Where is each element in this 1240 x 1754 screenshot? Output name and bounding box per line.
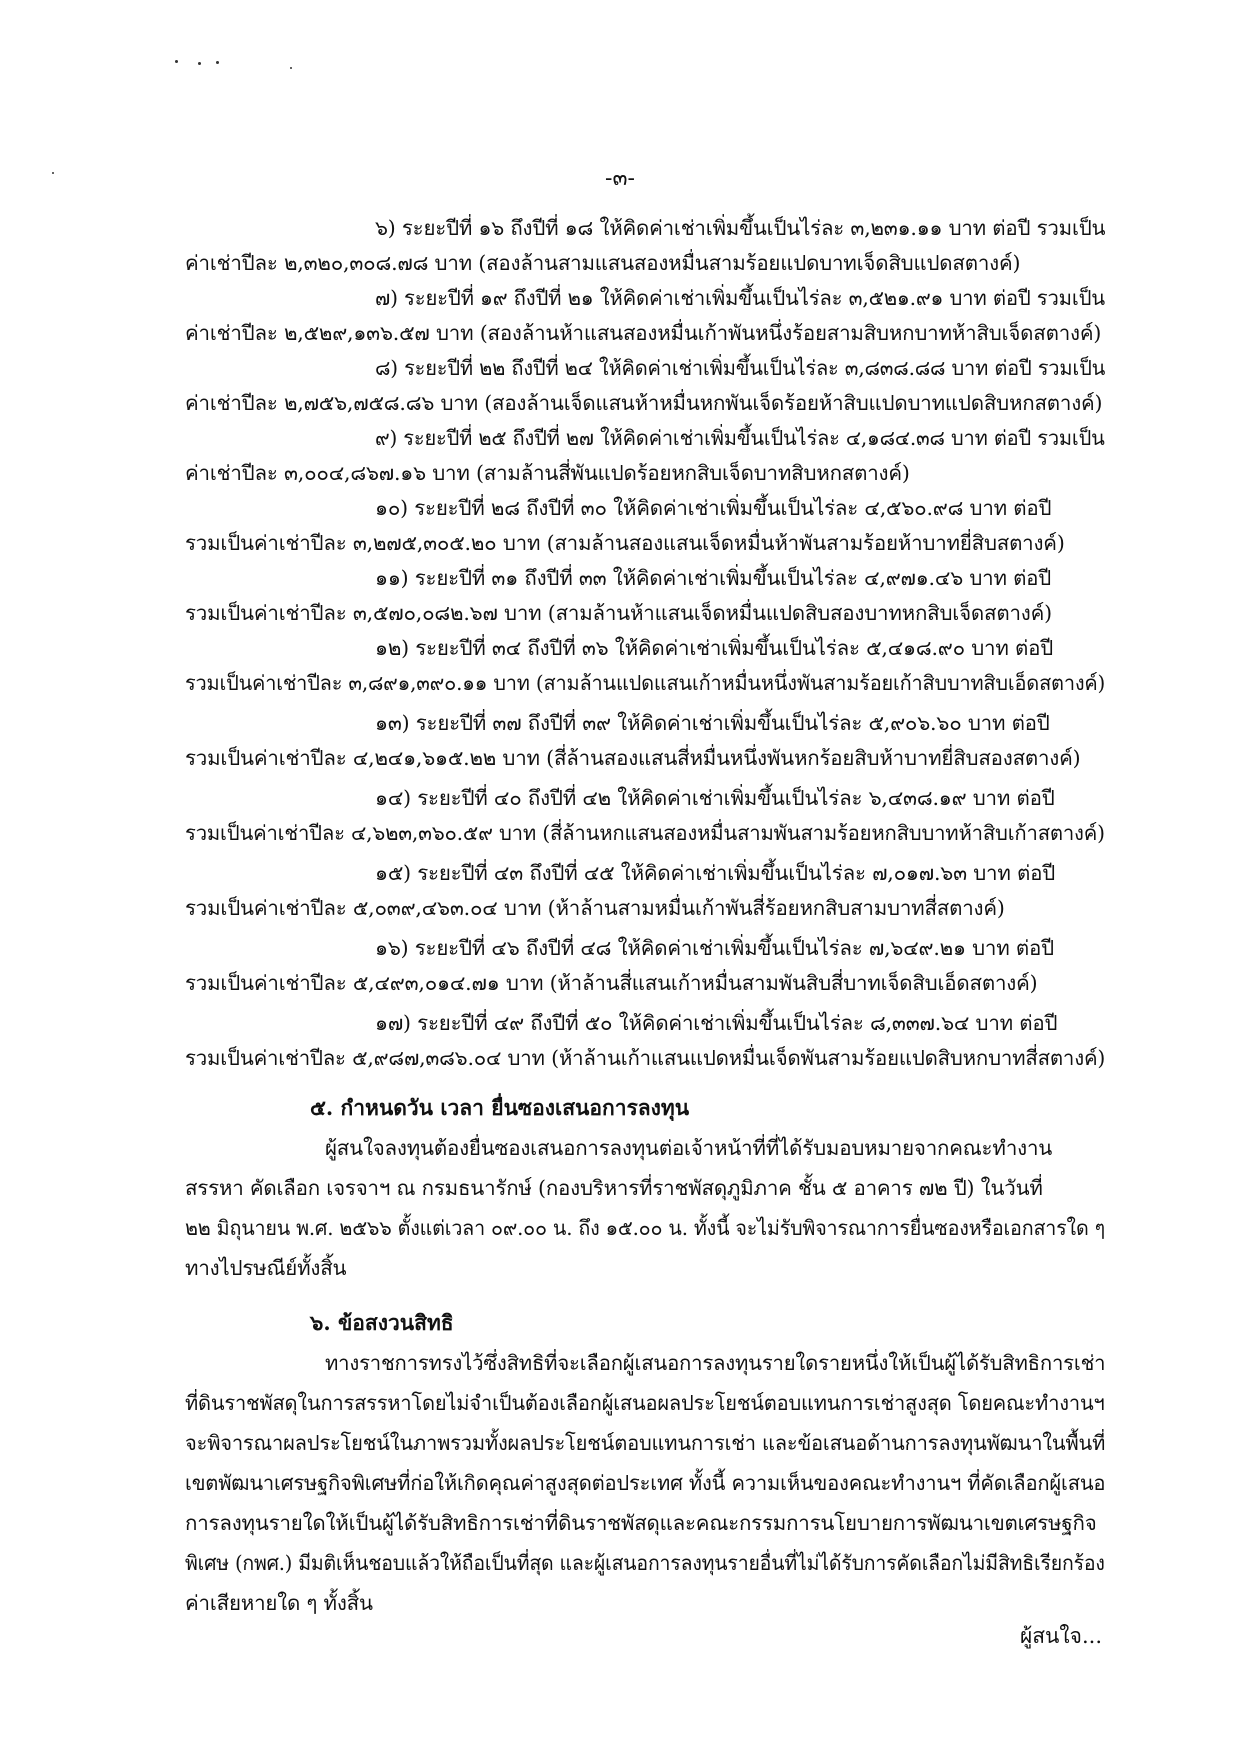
paragraph-line: ๒๒ มิถุนายน พ.ศ. ๒๕๖๖ ตั้งแต่เวลา ๐๙.๐๐ น. ถึง ๑๕.๐๐ น. ทั้งนี้ จะไม่รับพิจารณาการยื่นซองหรือเอกสารใด ๆ bbox=[185, 1216, 1106, 1240]
rent-item-line: รวมเป็นค่าเช่าปีละ ๓,๕๗๐,๐๘๒.๖๗ บาท (สามล้านห้าแสนเจ็ดหมื่นแปดสิบสองบาทหกสิบเจ็ดสตางค์) bbox=[185, 601, 1052, 625]
rent-item-line: ค่าเช่าปีละ ๓,๐๐๔,๘๖๗.๑๖ บาท (สามล้านสี่พันแปดร้อยหกสิบเจ็ดบาทสิบหกสตางค์) bbox=[185, 461, 910, 485]
rent-item-line: รวมเป็นค่าเช่าปีละ ๕,๙๘๗,๓๘๖.๐๔ บาท (ห้าล้านเก้าแสนแปดหมื่นเจ็ดพันสามร้อยแปดสิบหกบาทสี่สตางค์) bbox=[185, 1046, 1106, 1070]
rent-item-line: ค่าเช่าปีละ ๒,๕๒๙,๑๓๖.๕๗ บาท (สองล้านห้าแสนสองหมื่นเก้าพันหนึ่งร้อยสามสิบหกบาทห้าสิบเจ็ดสตางค์) bbox=[185, 321, 1102, 345]
scan-speck bbox=[198, 62, 201, 65]
rent-item-line: ๙) ระยะปีที่ ๒๕ ถึงปีที่ ๒๗ ให้คิดค่าเช่าเพิ่มขึ้นเป็นไร่ละ ๔,๑๘๔.๓๘ บาท ต่อปี รวมเป็น bbox=[375, 426, 1105, 450]
page-number: -๓- bbox=[605, 166, 635, 191]
paragraph-line: ที่ดินราชพัสดุในการสรรหาโดยไม่จำเป็นต้องเลือกผู้เสนอผลประโยชน์ตอบแทนการเช่าสูงสุด โดยคณะทำงานฯ bbox=[185, 1391, 1105, 1415]
paragraph-line: สรรหา คัดเลือก เจรจาฯ ณ กรมธนารักษ์ (กองบริหารที่ราชพัสดุภูมิภาค ชั้น ๕ อาคาร ๗๒ ปี) ในวันที่ bbox=[185, 1176, 1043, 1200]
scan-speck bbox=[175, 60, 178, 63]
paragraph-line: การลงทุนรายใดให้เป็นผู้ได้รับสิทธิการเช่าที่ดินราชพัสดุและคณะกรรมการนโยบายการพัฒนาเขตเศรษฐกิจ bbox=[185, 1511, 1097, 1535]
rent-item-line: รวมเป็นค่าเช่าปีละ ๓,๘๙๑,๓๙๐.๑๑ บาท (สามล้านแปดแสนเก้าหมื่นหนึ่งพันสามร้อยเก้าสิบบาทสิบเอ็ดสตางค์) bbox=[185, 671, 1106, 695]
rent-item-line: ๑๔) ระยะปีที่ ๔๐ ถึงปีที่ ๔๒ ให้คิดค่าเช่าเพิ่มขึ้นเป็นไร่ละ ๖,๔๓๘.๑๙ บาท ต่อปี bbox=[375, 786, 1055, 810]
paragraph-line: ผู้สนใจลงทุนต้องยื่นซองเสนอการลงทุนต่อเจ้าหน้าที่ที่ได้รับมอบหมายจากคณะทำงาน bbox=[325, 1136, 1053, 1160]
rent-item-line: ๑๖) ระยะปีที่ ๔๖ ถึงปีที่ ๔๘ ให้คิดค่าเช่าเพิ่มขึ้นเป็นไร่ละ ๗,๖๔๙.๒๑ บาท ต่อปี bbox=[375, 936, 1054, 960]
rent-item-line: ๑๓) ระยะปีที่ ๓๗ ถึงปีที่ ๓๙ ให้คิดค่าเช่าเพิ่มขึ้นเป็นไร่ละ ๕,๙๐๖.๖๐ บาท ต่อปี bbox=[375, 711, 1050, 735]
rent-item-line: ๑๕) ระยะปีที่ ๔๓ ถึงปีที่ ๔๕ ให้คิดค่าเช่าเพิ่มขึ้นเป็นไร่ละ ๗,๐๑๗.๖๓ บาท ต่อปี bbox=[375, 861, 1056, 885]
rent-item-line: ค่าเช่าปีละ ๒,๗๕๖,๗๕๘.๘๖ บาท (สองล้านเจ็ดแสนห้าหมื่นหกพันเจ็ดร้อยห้าสิบแปดบาทแปดสิบหกสตางค์) bbox=[185, 391, 1103, 415]
section-heading: ๕. กำหนดวัน เวลา ยื่นซองเสนอการลงทุน bbox=[310, 1095, 690, 1120]
rent-item-line: ๑๑) ระยะปีที่ ๓๑ ถึงปีที่ ๓๓ ให้คิดค่าเช่าเพิ่มขึ้นเป็นไร่ละ ๔,๙๗๑.๔๖ บาท ต่อปี bbox=[375, 566, 1052, 590]
rent-item-line: รวมเป็นค่าเช่าปีละ ๕,๔๙๓,๐๑๔.๗๑ บาท (ห้าล้านสี่แสนเก้าหมื่นสามพันสิบสี่บาทเจ็ดสิบเอ็ดสตางค์) bbox=[185, 971, 1038, 995]
rent-item-line: ๑๐) ระยะปีที่ ๒๘ ถึงปีที่ ๓๐ ให้คิดค่าเช่าเพิ่มขึ้นเป็นไร่ละ ๔,๕๖๐.๙๘ บาท ต่อปี bbox=[375, 496, 1052, 520]
section-heading: ๖. ข้อสงวนสิทธิ bbox=[310, 1310, 454, 1335]
rent-item-line: ค่าเช่าปีละ ๒,๓๒๐,๓๐๘.๗๘ บาท (สองล้านสามแสนสองหมื่นสามร้อยแปดบาทเจ็ดสิบแปดสตางค์) bbox=[185, 251, 1021, 275]
rent-item-line: ๖) ระยะปีที่ ๑๖ ถึงปีที่ ๑๘ ให้คิดค่าเช่าเพิ่มขึ้นเป็นไร่ละ ๓,๒๓๑.๑๑ บาท ต่อปี รวมเป็น bbox=[375, 216, 1106, 240]
continuation-text: ผู้สนใจ... bbox=[1019, 1624, 1102, 1648]
scan-speck bbox=[290, 67, 292, 69]
rent-item-line: ๑๒) ระยะปีที่ ๓๔ ถึงปีที่ ๓๖ ให้คิดค่าเช่าเพิ่มขึ้นเป็นไร่ละ ๕,๔๑๘.๙๐ บาท ต่อปี bbox=[375, 636, 1054, 660]
rent-item-line: ๘) ระยะปีที่ ๒๒ ถึงปีที่ ๒๔ ให้คิดค่าเช่าเพิ่มขึ้นเป็นไร่ละ ๓,๘๓๘.๘๘ บาท ต่อปี รวมเป็น bbox=[375, 356, 1106, 380]
rent-item-line: รวมเป็นค่าเช่าปีละ ๕,๐๓๙,๔๖๓.๐๔ บาท (ห้าล้านสามหมื่นเก้าพันสี่ร้อยหกสิบสามบาทสี่สตางค์) bbox=[185, 896, 1005, 920]
rent-item-line: รวมเป็นค่าเช่าปีละ ๔,๖๒๓,๓๖๐.๕๙ บาท (สี่ล้านหกแสนสองหมื่นสามพันสามร้อยหกสิบบาทห้าสิบเก้าสตางค์) bbox=[185, 821, 1105, 845]
paragraph-line: ค่าเสียหายใด ๆ ทั้งสิ้น bbox=[185, 1591, 373, 1615]
rent-item-line: ๗) ระยะปีที่ ๑๙ ถึงปีที่ ๒๑ ให้คิดค่าเช่าเพิ่มขึ้นเป็นไร่ละ ๓,๕๒๑.๙๑ บาท ต่อปี รวมเป็น bbox=[375, 286, 1105, 310]
paragraph-line: เขตพัฒนาเศรษฐกิจพิเศษที่ก่อให้เกิดคุณค่าสูงสุดต่อประเทศ ทั้งนี้ ความเห็นของคณะทำงานฯ ที่คัดเลือกผู้เสนอ bbox=[185, 1471, 1106, 1495]
rent-item-line: รวมเป็นค่าเช่าปีละ ๓,๒๗๕,๓๐๕.๒๐ บาท (สามล้านสองแสนเจ็ดหมื่นห้าพันสามร้อยห้าบาทยี่สิบสตางค์) bbox=[185, 531, 1065, 555]
rent-item-line: รวมเป็นค่าเช่าปีละ ๔,๒๔๑,๖๑๕.๒๒ บาท (สี่ล้านสองแสนสี่หมื่นหนึ่งพันหกร้อยสิบห้าบาทยี่สิบสองสตางค์) bbox=[185, 746, 1081, 770]
paragraph-line: ทางไปรษณีย์ทั้งสิ้น bbox=[185, 1256, 347, 1280]
rent-item-line: ๑๗) ระยะปีที่ ๔๙ ถึงปีที่ ๕๐ ให้คิดค่าเช่าเพิ่มขึ้นเป็นไร่ละ ๘,๓๓๗.๖๔ บาท ต่อปี bbox=[375, 1011, 1058, 1035]
scan-speck bbox=[216, 61, 219, 64]
paragraph-line: ทางราชการทรงไว้ซึ่งสิทธิที่จะเลือกผู้เสนอการลงทุนรายใดรายหนึ่งให้เป็นผู้ได้รับสิทธิการเช่า bbox=[325, 1351, 1106, 1375]
paragraph-line: จะพิจารณาผลประโยชน์ในภาพรวมทั้งผลประโยชน์ตอบแทนการเช่า และข้อเสนอด้านการลงทุนพัฒนาในพื้นที่ bbox=[185, 1431, 1106, 1455]
paragraph-line: พิเศษ (กพศ.) มีมติเห็นชอบแล้วให้ถือเป็นที่สุด และผู้เสนอการลงทุนรายอื่นที่ไม่ได้รับการคัดเลือกไม่มีสิทธิเรียกร้อง bbox=[185, 1551, 1105, 1575]
